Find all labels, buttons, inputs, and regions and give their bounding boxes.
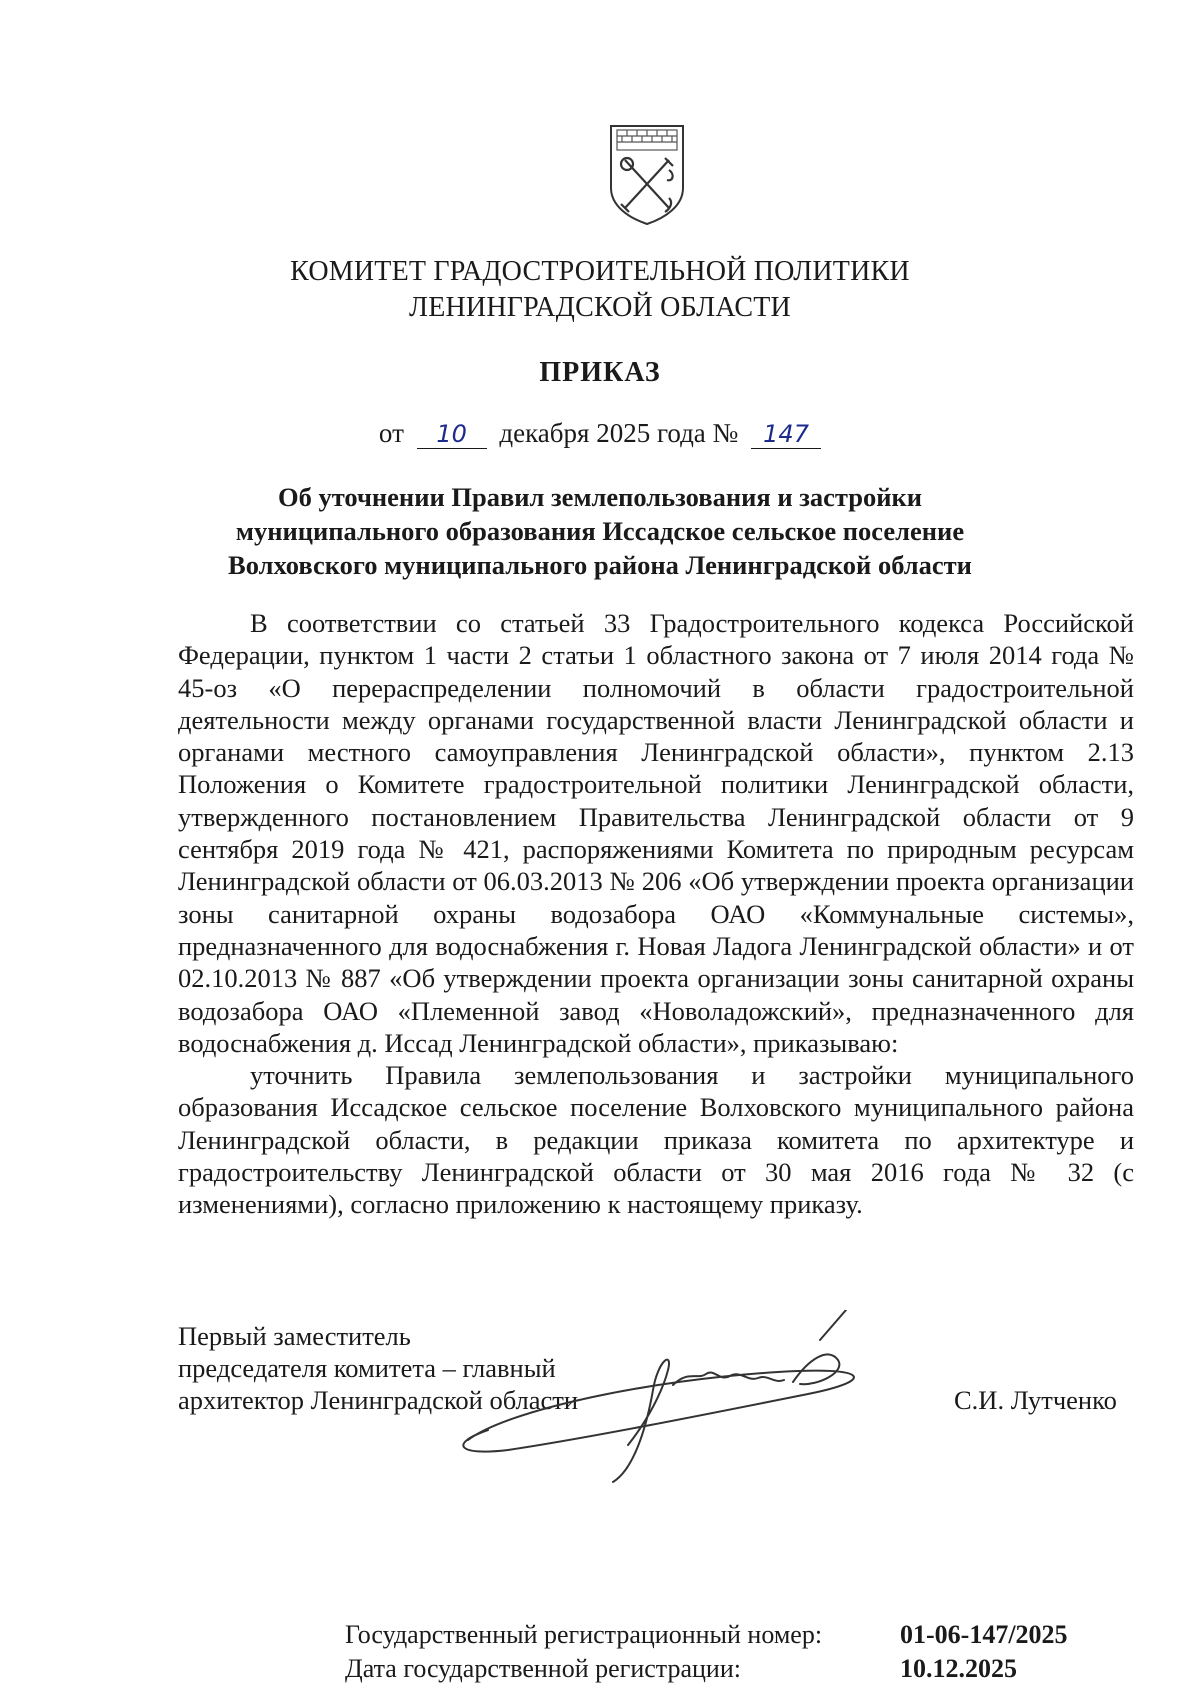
registration-date-label: Дата государственной регистрации: [345, 1654, 741, 1683]
organization-name-line2: ЛЕНИНГРАДСКОЙ ОБЛАСТИ [409, 292, 791, 323]
organization-name-line1: КОМИТЕТ ГРАДОСТРОИТЕЛЬНОЙ ПОЛИТИКИ [290, 256, 910, 287]
order-date-line [0, 418, 1200, 449]
order-subject [0, 480, 1200, 582]
handwritten-signature-icon [448, 1310, 948, 1490]
subject-line: Волховского муниципального района Ленинградской области [228, 550, 972, 580]
signatory-title-line: архитектор Ленинградской области [178, 1385, 579, 1415]
handwritten-day: 10 [417, 420, 487, 449]
registration-number-label: Государственный регистрационный номер: [345, 1620, 823, 1649]
body-paragraph-directive: уточнить Правила землепользования и застройки муниципального образования Иссадское сельское поселение Волховского муниципального района Ленинградской области, в редакции приказа комитета по архитектуре и градостроительству Ленинградской области от 30 мая 2016 года № 32 (с изменениями), согласно приложению к настоящему приказу. [178, 1060, 1134, 1220]
document-type: ПРИКАЗ [539, 357, 661, 388]
handwritten-order-number: 147 [751, 420, 821, 449]
signatory-title-line: председателя комитета – главный [178, 1353, 556, 1383]
registration-number-value: 01-06-147/2025 [900, 1620, 1068, 1649]
subject-line: муниципального образования Иссадское сельское поселение [235, 516, 965, 546]
signatory-name: С.И. Лутченко [954, 1385, 1117, 1415]
subject-line: Об уточнении Правил землепользования и застройки [277, 482, 923, 512]
registration-date-value: 10.12.2025 [900, 1654, 1017, 1683]
coat-of-arms-icon [607, 122, 687, 226]
date-prefix: от [378, 418, 404, 448]
date-rest: декабря 2025 года № [499, 418, 739, 448]
signatory-title-line: Первый заместитель [178, 1321, 411, 1351]
body-paragraph-preamble: В соответствии со статьей 33 Градостроительного кодекса Российской Федерации, пунктом 1 части 2 статьи 1 областного закона от 7 июля 2014 года № 45-оз «О перераспределении полномочий в области градостроительной деятельности между органами государственной власти Ленинградской области и органами местного самоуправления Ленинградской области», пунктом 2.13 Положения о Комитете градостроительной политики Ленинградской области, утвержденного постановлением Правительства Ленинградской области от 9 сентября 2019 года № 421, распоряжениями Комитета по природным ресурсам Ленинградской области от 06.03.2013 № 206 «Об утверждении проекта организации зоны санитарной охраны водозабора ОАО «Коммунальные системы», предназначенного для водоснабжения г. Новая Ладога Ленинградской области» и от 02.10.2013 № 887 «Об утверждении проекта организации зоны санитарной охраны водозабора ОАО «Племенной завод «Новоладожский», предназначенного для водоснабжения д. Иссад Ленинградской области», приказываю: [178, 608, 1134, 1058]
order-body [178, 607, 1134, 1221]
